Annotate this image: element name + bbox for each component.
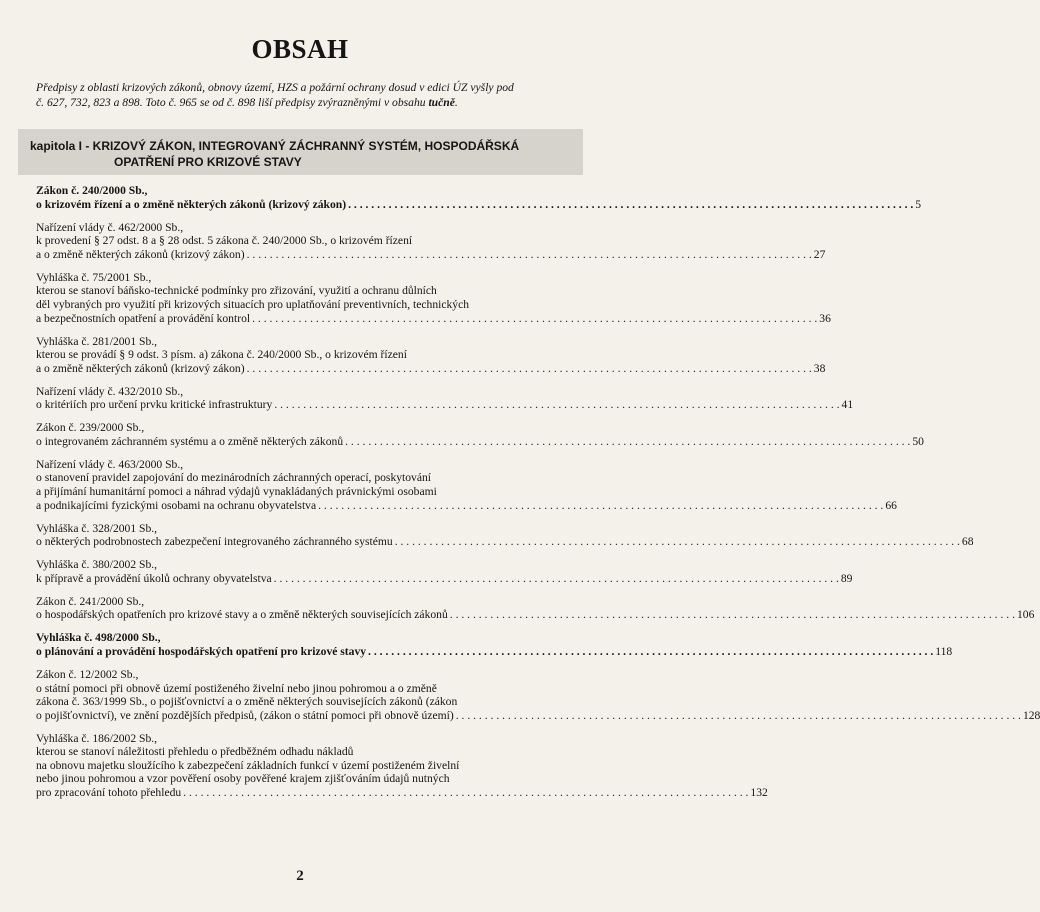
- toc-entry: [36, 594, 1035, 622]
- toc-entry-title: Zákon č. 240/2000 Sb.,: [36, 184, 148, 197]
- toc-entries: [36, 184, 1040, 809]
- dot-leader: [183, 786, 748, 800]
- toc-entry-text: o stanovení pravidel zapojování do mezinárodních záchranných operací, poskytování: [36, 471, 432, 485]
- dot-leader: [368, 645, 933, 659]
- toc-entry: [36, 334, 826, 376]
- toc-entry-text: o integrovaném záchranném systému a o změně některých zákonů: [36, 434, 344, 448]
- toc-entry-title: Nařízení vlády č. 432/2010 Sb.,: [36, 384, 184, 398]
- dot-leader: [348, 198, 913, 212]
- toc-entry-title: Zákon č. 239/2000 Sb.,: [36, 421, 145, 435]
- toc-entry-text: o krizovém řízení a o změně některých zákonů (krizový zákon): [36, 197, 347, 211]
- toc-entry-text: o kritériích pro určení prvku kritické infrastruktury: [36, 398, 273, 412]
- toc-entry-title: Zákon č. 12/2002 Sb.,: [36, 667, 139, 681]
- toc-entry-text: a o změně některých zákonů (krizový zákon): [36, 361, 245, 375]
- toc-entry-title: Vyhláška č. 328/2001 Sb.,: [36, 521, 158, 535]
- dot-leader: [274, 398, 839, 412]
- chapter-heading-line-2: OPATŘENÍ PRO KRIZOVÉ STAVY: [114, 155, 302, 169]
- toc-entry-page: 128: [1022, 708, 1040, 722]
- toc-entry-text: děl vybraných pro využití při krizových situacích pro uplatňování preventivních, technických: [36, 297, 470, 311]
- toc-entry-title: Vyhláška č. 75/2001 Sb.,: [36, 270, 152, 284]
- toc-entry-text: k provedení § 27 odst. 8 a § 28 odst. 5 zákona č. 240/2000 Sb., o krizovém řízení: [36, 234, 413, 248]
- toc-entry-text: na obnovu majetku sloužícího k zabezpečení základních funkcí v území postiženém živelní: [36, 758, 460, 772]
- toc-entry-text: a podnikajícími fyzickými osobami na ochranu obyvatelstva: [36, 498, 317, 512]
- toc-entry-text: kterou se provádí § 9 odst. 3 písm. a) zákona č. 240/2000 Sb., o krizovém řízení: [36, 348, 407, 362]
- toc-entry-title: Vyhláška č. 380/2002 Sb.,: [36, 558, 158, 572]
- toc-entry-title: Vyhláška č. 281/2001 Sb.,: [36, 334, 158, 348]
- toc-entry: [36, 631, 953, 658]
- toc-entry-text: kterou se stanoví náležitosti přehledu o předběžném odhadu nákladů: [36, 745, 354, 759]
- toc-entry-title: Vyhláška č. 498/2000 Sb.,: [36, 631, 161, 645]
- intro-paragraph: [36, 80, 584, 110]
- chapter-heading-line-1: kapitola I - KRIZOVÝ ZÁKON, INTEGROVANÝ ZÁCHRANNÝ SYSTÉM, HOSPODÁŘSKÁ: [30, 139, 520, 153]
- toc-entry-text: nebo jinou pohromou a vzor pověření osoby pověřené krajem zjišťováním údajů nutných: [36, 772, 450, 786]
- toc-entry-page: 50: [912, 434, 924, 448]
- toc-entry-text: k přípravě a provádění úkolů ochrany obyvatelstva: [36, 571, 272, 585]
- toc-entry-text: pro zpracování tohoto přehledu: [36, 786, 182, 800]
- toc-entry-title: Zákon č. 241/2000 Sb.,: [36, 594, 145, 608]
- dot-leader: [247, 248, 812, 262]
- toc-entry: [36, 384, 854, 412]
- toc-entry: [36, 184, 922, 211]
- intro-line-1: Předpisy z oblasti krizových zákonů, obnovy území, HZS a požární ochrany dosud v edici ÚZ vyšly pod: [36, 81, 514, 94]
- toc-entry: [36, 667, 1040, 722]
- toc-entry-text: o hospodářských opatřeních pro krizové stavy a o změně některých souvisejících zákonů: [36, 608, 448, 622]
- chapter-heading: [18, 129, 583, 175]
- dot-leader: [395, 535, 960, 549]
- toc-entry: [36, 731, 768, 800]
- dot-leader: [252, 312, 817, 326]
- toc-entry: [36, 457, 897, 512]
- toc-entry-text: o některých podrobnostech zabezpečení integrovaného záchranného systému: [36, 535, 393, 549]
- dot-leader: [318, 499, 883, 513]
- dot-leader: [274, 572, 839, 586]
- toc-entry: [36, 270, 831, 325]
- toc-entry-page: 132: [750, 786, 768, 800]
- toc-entry-text: a o změně některých zákonů (krizový zákon): [36, 247, 245, 261]
- toc-entry-title: Nařízení vlády č. 463/2000 Sb.,: [36, 457, 184, 471]
- toc-entry: [36, 421, 924, 448]
- toc-entry-text: zákona č. 363/1999 Sb., o pojišťovnictví a o změně některých souvisejících zákonů (zákon: [36, 695, 458, 709]
- toc-entry-page: 106: [1016, 608, 1035, 622]
- toc-entry-title: Vyhláška č. 186/2002 Sb.,: [36, 731, 158, 745]
- dot-leader: [345, 435, 910, 449]
- toc-entry-text: o státní pomoci při obnově území postiženého živelní nebo jinou pohromou a o změně: [36, 681, 437, 695]
- toc-entry-page: 5: [915, 197, 922, 211]
- dot-leader: [247, 362, 812, 376]
- toc-entry-text: a přijímání humanitární pomoci a náhrad výdajů vynakládaných právnickými osobami: [36, 485, 437, 499]
- toc-entry-page: 66: [885, 498, 897, 512]
- toc-entry-page: 68: [961, 535, 974, 549]
- toc-entry: [36, 558, 853, 585]
- toc-entry: [36, 220, 826, 262]
- toc-entry-page: 27: [813, 247, 826, 261]
- toc-entry-text: kterou se stanoví báňsko-technické podmínky pro zřizování, využití a ochranu důlních: [36, 284, 437, 298]
- toc-entry-title: Nařízení vlády č. 462/2000 Sb.,: [36, 220, 184, 234]
- intro-bold-word: tučně: [428, 96, 455, 109]
- dot-leader: [450, 608, 1015, 622]
- toc-entry-page: 89: [840, 571, 853, 585]
- toc-entry-page: 36: [819, 311, 831, 325]
- intro-line-2-end: .: [454, 96, 458, 109]
- page-number: 2: [296, 868, 304, 884]
- toc-entry-page: 38: [813, 361, 826, 375]
- page-title: OBSAH: [251, 34, 349, 64]
- toc-entry-text: o plánování a provádění hospodářských opatření pro krizové stavy: [36, 644, 367, 658]
- intro-line-2: č. 627, 732, 823 a 898. Toto č. 965 se od č. 898 liší předpisy zvýrazněnými v obsahu: [36, 96, 429, 109]
- toc-entry-page: 41: [841, 398, 854, 412]
- dot-leader: [456, 709, 1021, 723]
- toc-entry-text: a bezpečnostních opatření a provádění kontrol: [36, 311, 251, 325]
- toc-entry-text: o pojišťovnictví), ve znění pozdějších předpisů, (zákon o státní pomoci při obnově území): [36, 708, 454, 722]
- toc-entry: [36, 521, 974, 549]
- toc-entry-page: 118: [935, 644, 953, 658]
